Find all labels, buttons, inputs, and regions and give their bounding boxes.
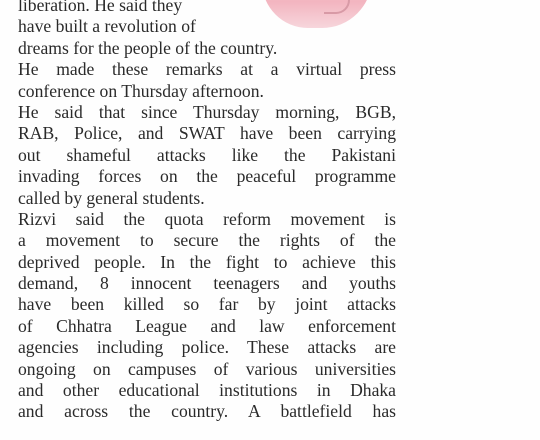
article-line: called by general students.: [18, 187, 205, 208]
article-line: a movement to secure the rights of the: [18, 230, 396, 251]
article-line: conference on Thursday afternoon.: [18, 80, 264, 101]
article-line: of Chhatra League and law enforcement: [18, 315, 396, 336]
article-line: He said that since Thursday morning, BGB,: [18, 101, 396, 122]
article-line: and across the country. A battlefield has: [18, 401, 396, 422]
article-line: out shameful attacks like the Pakistani: [18, 144, 396, 165]
article-line: and other educational institutions in Dhaka: [18, 380, 396, 401]
article-line: He made these remarks at a virtual press: [18, 59, 396, 80]
article-line: liberation. He said they: [18, 0, 183, 15]
article-line: invading forces on the peaceful programme: [18, 166, 396, 187]
article-line: have been killed so far by joint attacks: [18, 294, 396, 315]
article-line: demand, 8 innocent teenagers and youths: [18, 273, 396, 294]
article-line: RAB, Police, and SWAT have been carrying: [18, 123, 396, 144]
article-line: Rizvi said the quota reform movement is: [18, 208, 396, 229]
article-column: [18, 0, 396, 423]
article-line: deprived people. In the fight to achieve this: [18, 251, 396, 272]
article-line: ongoing on campuses of various universities: [18, 358, 396, 379]
article-line: agencies including police. These attacks are: [18, 337, 396, 358]
article-line: have built a revolution of: [18, 16, 196, 37]
article-line: dreams for the people of the country.: [18, 37, 278, 58]
